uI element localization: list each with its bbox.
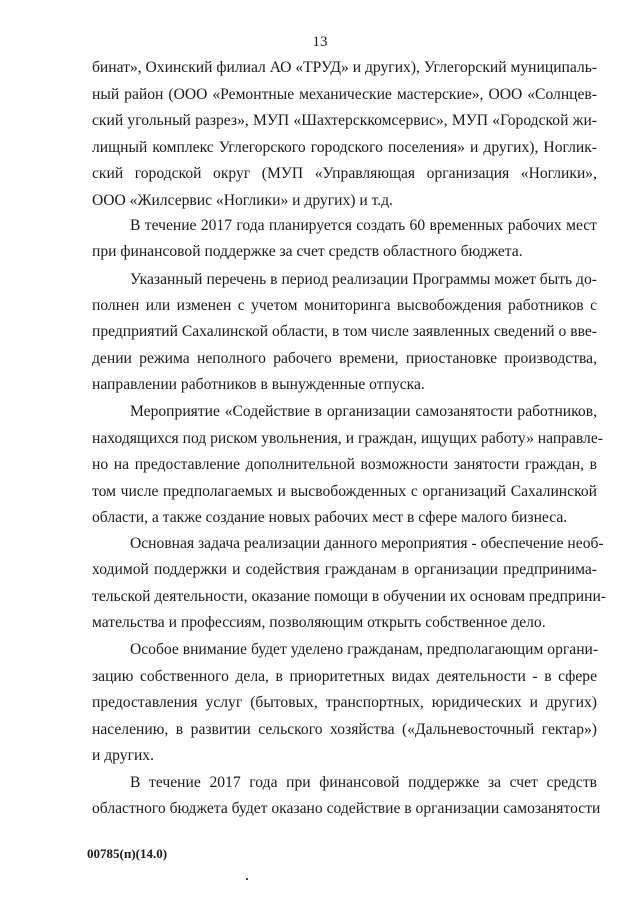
text-line: но на предоставление дополнительной возможности занятости граждан, в: [92, 456, 597, 473]
text-line: областного бюджета будет оказано содействие в организации самозанятости: [92, 800, 601, 817]
text-line: полнен или изменен с учетом мониторинга высвобождения работников с: [92, 297, 597, 314]
text-line: области, а также создание новых рабочих мест в сфере малого бизнеса.: [92, 509, 568, 526]
text-line: ходимой поддержки и содействия гражданам в организации предпринима-: [92, 561, 597, 578]
page-number: 13: [312, 34, 328, 50]
text-line: предприятий Сахалинской области, в том числе заявленных сведений о вве-: [92, 323, 597, 340]
text-line: направлении работников в вынужденные отпуска.: [92, 376, 425, 393]
text-line: ный район (ООО «Ремонтные механические мастерские», ООО «Солнцев-: [92, 86, 597, 103]
text-line: предоставления услуг (бытовых, транспортных, юридических и других): [92, 694, 597, 711]
text-line: ООО «Жилсервис «Ноглики» и других) и т.д.: [92, 192, 393, 209]
paragraph-first-line: Мероприятие «Содействие в организации самозанятости работников,: [130, 403, 597, 420]
text-line: населению, в развитии сельского хозяйства («Дальневосточный гектар»): [92, 721, 597, 738]
paragraph-first-line: В течение 2017 года планируется создать 60 временных рабочих мест: [130, 217, 597, 234]
text-line: лищный комплекс Углегорского городского поселения» и других), Ноглик-: [92, 139, 597, 156]
text-line: том числе предполагаемых и высвобожденных с организаций Сахалинской: [92, 483, 597, 500]
text-line: и других.: [92, 747, 155, 764]
text-line: дении режима неполного рабочего времени, приостановке производства,: [92, 350, 597, 367]
text-line: находящихся под риском увольнения, и граждан, ищущих работу» направле-: [92, 430, 603, 447]
text-line: ский городской округ (МУП «Управляющая организация «Ноглики»,: [92, 165, 597, 182]
paragraph-first-line: Особое внимание будет уделено гражданам, предполагающим органи-: [130, 641, 599, 658]
text-line: ский угольный разрез», МУП «Шахтерсккомсервис», МУП «Городской жи-: [92, 112, 597, 129]
text-line: бинат», Охинский филиал АО «ТРУД» и других), Углегорский муниципаль-: [92, 59, 598, 76]
document-code: 00785(п)(14.0): [87, 846, 168, 861]
paragraph-first-line: Указанный перечень в период реализации Программы может быть до-: [130, 271, 597, 288]
paragraph-first-line: В течение 2017 года при финансовой поддержке за счет средств: [130, 774, 597, 791]
scan-speck: [246, 878, 248, 880]
text-line: зацию собственного дела, в приоритетных видах деятельности - в сфере: [92, 668, 597, 685]
text-line: мательства и профессиям, позволяющим открыть собственное дело.: [92, 614, 546, 631]
text-line: тельской деятельности, оказание помощи в обучении их основам предприни-: [92, 588, 607, 605]
text-line: при финансовой поддержке за счет средств областного бюджета.: [92, 243, 523, 260]
paragraph-first-line: Основная задача реализации данного мероприятия - обеспечение необ-: [130, 535, 604, 552]
